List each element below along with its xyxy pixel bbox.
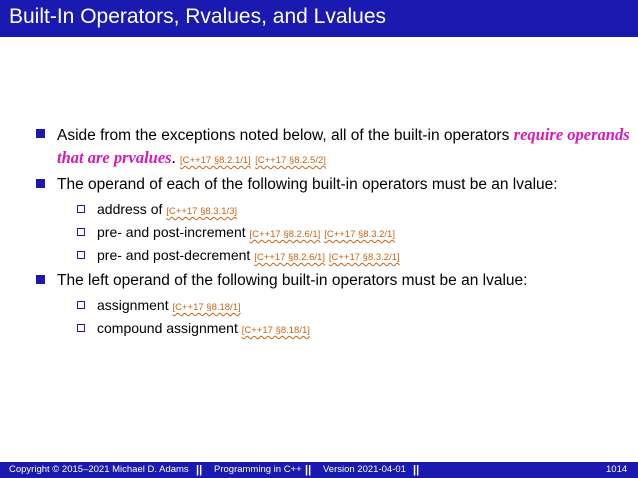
- emphasis-text: require operands that are prvalues: [57, 125, 630, 167]
- footer-page-number: 1014: [606, 464, 628, 475]
- sub-bullet-item: [77, 245, 630, 268]
- sub-bullet-text: pre- and post-decrement: [97, 247, 251, 263]
- bullet-text-part: Aside from the exceptions noted below, all of the built-in operators: [57, 127, 514, 144]
- slide-title: Built-In Operators, Rvalues, and Lvalues: [9, 5, 387, 28]
- reference-link[interactable]: [C++17 §8.18/1]: [241, 325, 310, 336]
- footer-copyright: Copyright © 2015–2021 Michael D. Adams: [9, 464, 189, 475]
- square-bullet-icon: [36, 129, 45, 138]
- hollow-square-bullet-icon: [77, 251, 85, 259]
- sub-bullet-text: compound assignment: [97, 320, 238, 336]
- bullet-text: The operand of each of the following built-in operators must be an lvalue:: [57, 176, 558, 193]
- footer-separator: ||: [196, 464, 203, 476]
- bullet-item: [36, 270, 630, 291]
- sub-bullet-text: assignment: [97, 297, 169, 313]
- sub-bullet-item: [77, 318, 630, 341]
- footer-separator: ||: [305, 464, 312, 476]
- reference-link[interactable]: [C++17 §8.3.2/1]: [328, 252, 400, 263]
- hollow-square-bullet-icon: [77, 205, 85, 213]
- title-bar: [0, 0, 638, 37]
- hollow-square-bullet-icon: [77, 324, 85, 332]
- square-bullet-icon: [36, 179, 45, 188]
- reference-link[interactable]: [C++17 §8.2.1/1]: [180, 155, 251, 166]
- sub-bullet-item: [77, 222, 630, 245]
- reference-link[interactable]: [C++17 §8.18/1]: [172, 302, 241, 313]
- bullet-text-period: .: [171, 148, 176, 167]
- footer-version: Version 2021-04-01: [323, 464, 406, 475]
- reference-link[interactable]: [C++17 §8.2.6/1]: [254, 252, 325, 263]
- sub-bullet-text: pre- and post-increment: [97, 224, 246, 240]
- bullet-item: [36, 174, 630, 195]
- reference-link[interactable]: [C++17 §8.2.6/1]: [249, 229, 321, 240]
- footer-course: Programming in C++: [214, 464, 302, 475]
- bullet-text: The left operand of the following built-in operators must be an lvalue:: [57, 272, 528, 289]
- reference-link[interactable]: [C++17 §8.3.1/3]: [166, 206, 238, 217]
- bullet-text: [57, 124, 630, 172]
- reference-link[interactable]: [C++17 §8.3.2/1]: [324, 229, 395, 240]
- slide-content: [36, 124, 630, 341]
- footer-separator: ||: [413, 464, 420, 476]
- hollow-square-bullet-icon: [77, 301, 85, 309]
- reference-link[interactable]: [C++17 §8.2.5/2]: [255, 155, 326, 166]
- sub-bullet-text: address of: [97, 201, 163, 217]
- bullet-item: [36, 124, 630, 172]
- footer-bar: [0, 462, 638, 478]
- hollow-square-bullet-icon: [77, 228, 85, 236]
- square-bullet-icon: [36, 275, 45, 284]
- sub-bullet-item: [77, 295, 630, 318]
- sub-bullet-item: [77, 199, 630, 222]
